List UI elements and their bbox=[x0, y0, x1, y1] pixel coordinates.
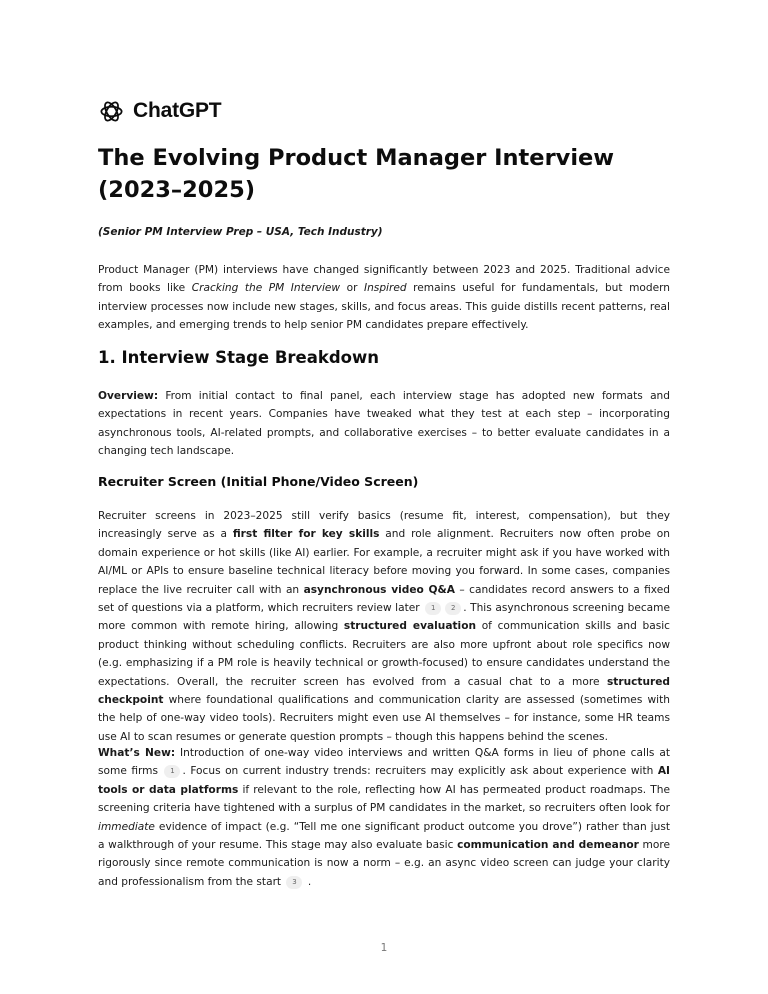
citation-badge[interactable]: 1 bbox=[425, 602, 441, 615]
openai-logo-icon bbox=[98, 98, 125, 125]
page-number: 1 bbox=[380, 942, 388, 954]
overview-label: Overview: bbox=[98, 390, 159, 402]
intro-paragraph: Product Manager (PM) interviews have changed significantly between 2023 and 2025. Traditional advice from books like Cracking the PM Interview or Inspired remains useful for fundamentals, but modern interview processes now include new stages, skills, and focus areas. This guide distills recent patterns, real examples, and emerging trends to help senior PM candidates prepare effectively. bbox=[98, 264, 670, 332]
subsection-heading: Recruiter Screen (Initial Phone/Video Screen) bbox=[98, 474, 419, 489]
document-title: The Evolving Product Manager Interview (2023–2025) bbox=[98, 145, 615, 203]
whats-new-label: What’s New: bbox=[98, 747, 176, 759]
whats-new-paragraph: What’s New: Introduction of one-way video interviews and written Q&A forms in lieu of phone calls at some firms 1 . Focus on current industry trends: recruiters may explicitly ask about experience with AI tools or data platforms if relevant to the role, reflecting how AI has permeated product roadmaps. The screening criteria have tightened with a surplus of PM candidates in the market, so recruiters often look for immediate evidence of impact (e.g. “Tell me one significant product outcome you drove”) rather than just a walkthrough of your resume. This stage may also evaluate basic communication and demeanor more rigorously since remote communication is now a norm – e.g. an async video screen can judge your clarity and professionalism from the start 3 . bbox=[98, 747, 671, 888]
document-subtitle: (Senior PM Interview Prep – USA, Tech Industry) bbox=[98, 226, 383, 238]
chatgpt-logo bbox=[98, 96, 221, 126]
book-title: Cracking the PM Interview bbox=[191, 282, 341, 295]
overview-paragraph: Overview: From initial contact to final panel, each interview stage has adopted new formats and expectations in recent years. Companies have tweaked what they test at each step – incorporating asynchronous tools, AI-related prompts, and collaborative exercises – to better evaluate candidates in a changing tech landscape. bbox=[98, 390, 670, 458]
section-heading: 1. Interview Stage Breakdown bbox=[98, 348, 379, 367]
book-title: Inspired bbox=[363, 282, 407, 295]
citation-badge[interactable]: 2 bbox=[445, 602, 461, 615]
citation-badge[interactable]: 3 bbox=[286, 876, 302, 889]
citation-badge[interactable]: 1 bbox=[164, 765, 180, 778]
logo-text: ChatGPT bbox=[133, 99, 222, 122]
recruiter-paragraph: Recruiter screens in 2023–2025 still verify basics (resume fit, interest, compensation), but they increasingly serve as a first filter for key skills and role alignment. Recruiters now often probe on domain experience or hot skills (like AI) earlier. For example, a recruiter might ask if you have worked with AI/ML or APIs to ensure baseline technical literacy before moving you forward. In some cases, companies replace the live recruiter call with an asynchronous video Q&A – candidates record answers to a fixed set of questions via a platform, which recruiters review later 1 2 . This asynchronous screening became more common with remote hiring, allowing structured evaluation of communication skills and basic product thinking without scheduling conflicts. Recruiters are also more upfront about role specifics now (e.g. emphasizing if a PM role is heavily technical or growth-focused) to ensure candidates understand the expectations. Overall, the recruiter screen has evolved from a casual chat to a more structured checkpoint where foundational qualifications and communication clarity are assessed (sometimes with the help of one-way video tools). Recruiters might even use AI themselves – for instance, some HR teams use AI to scan resumes or generate question prompts – though this happens behind the scenes. bbox=[98, 510, 670, 743]
